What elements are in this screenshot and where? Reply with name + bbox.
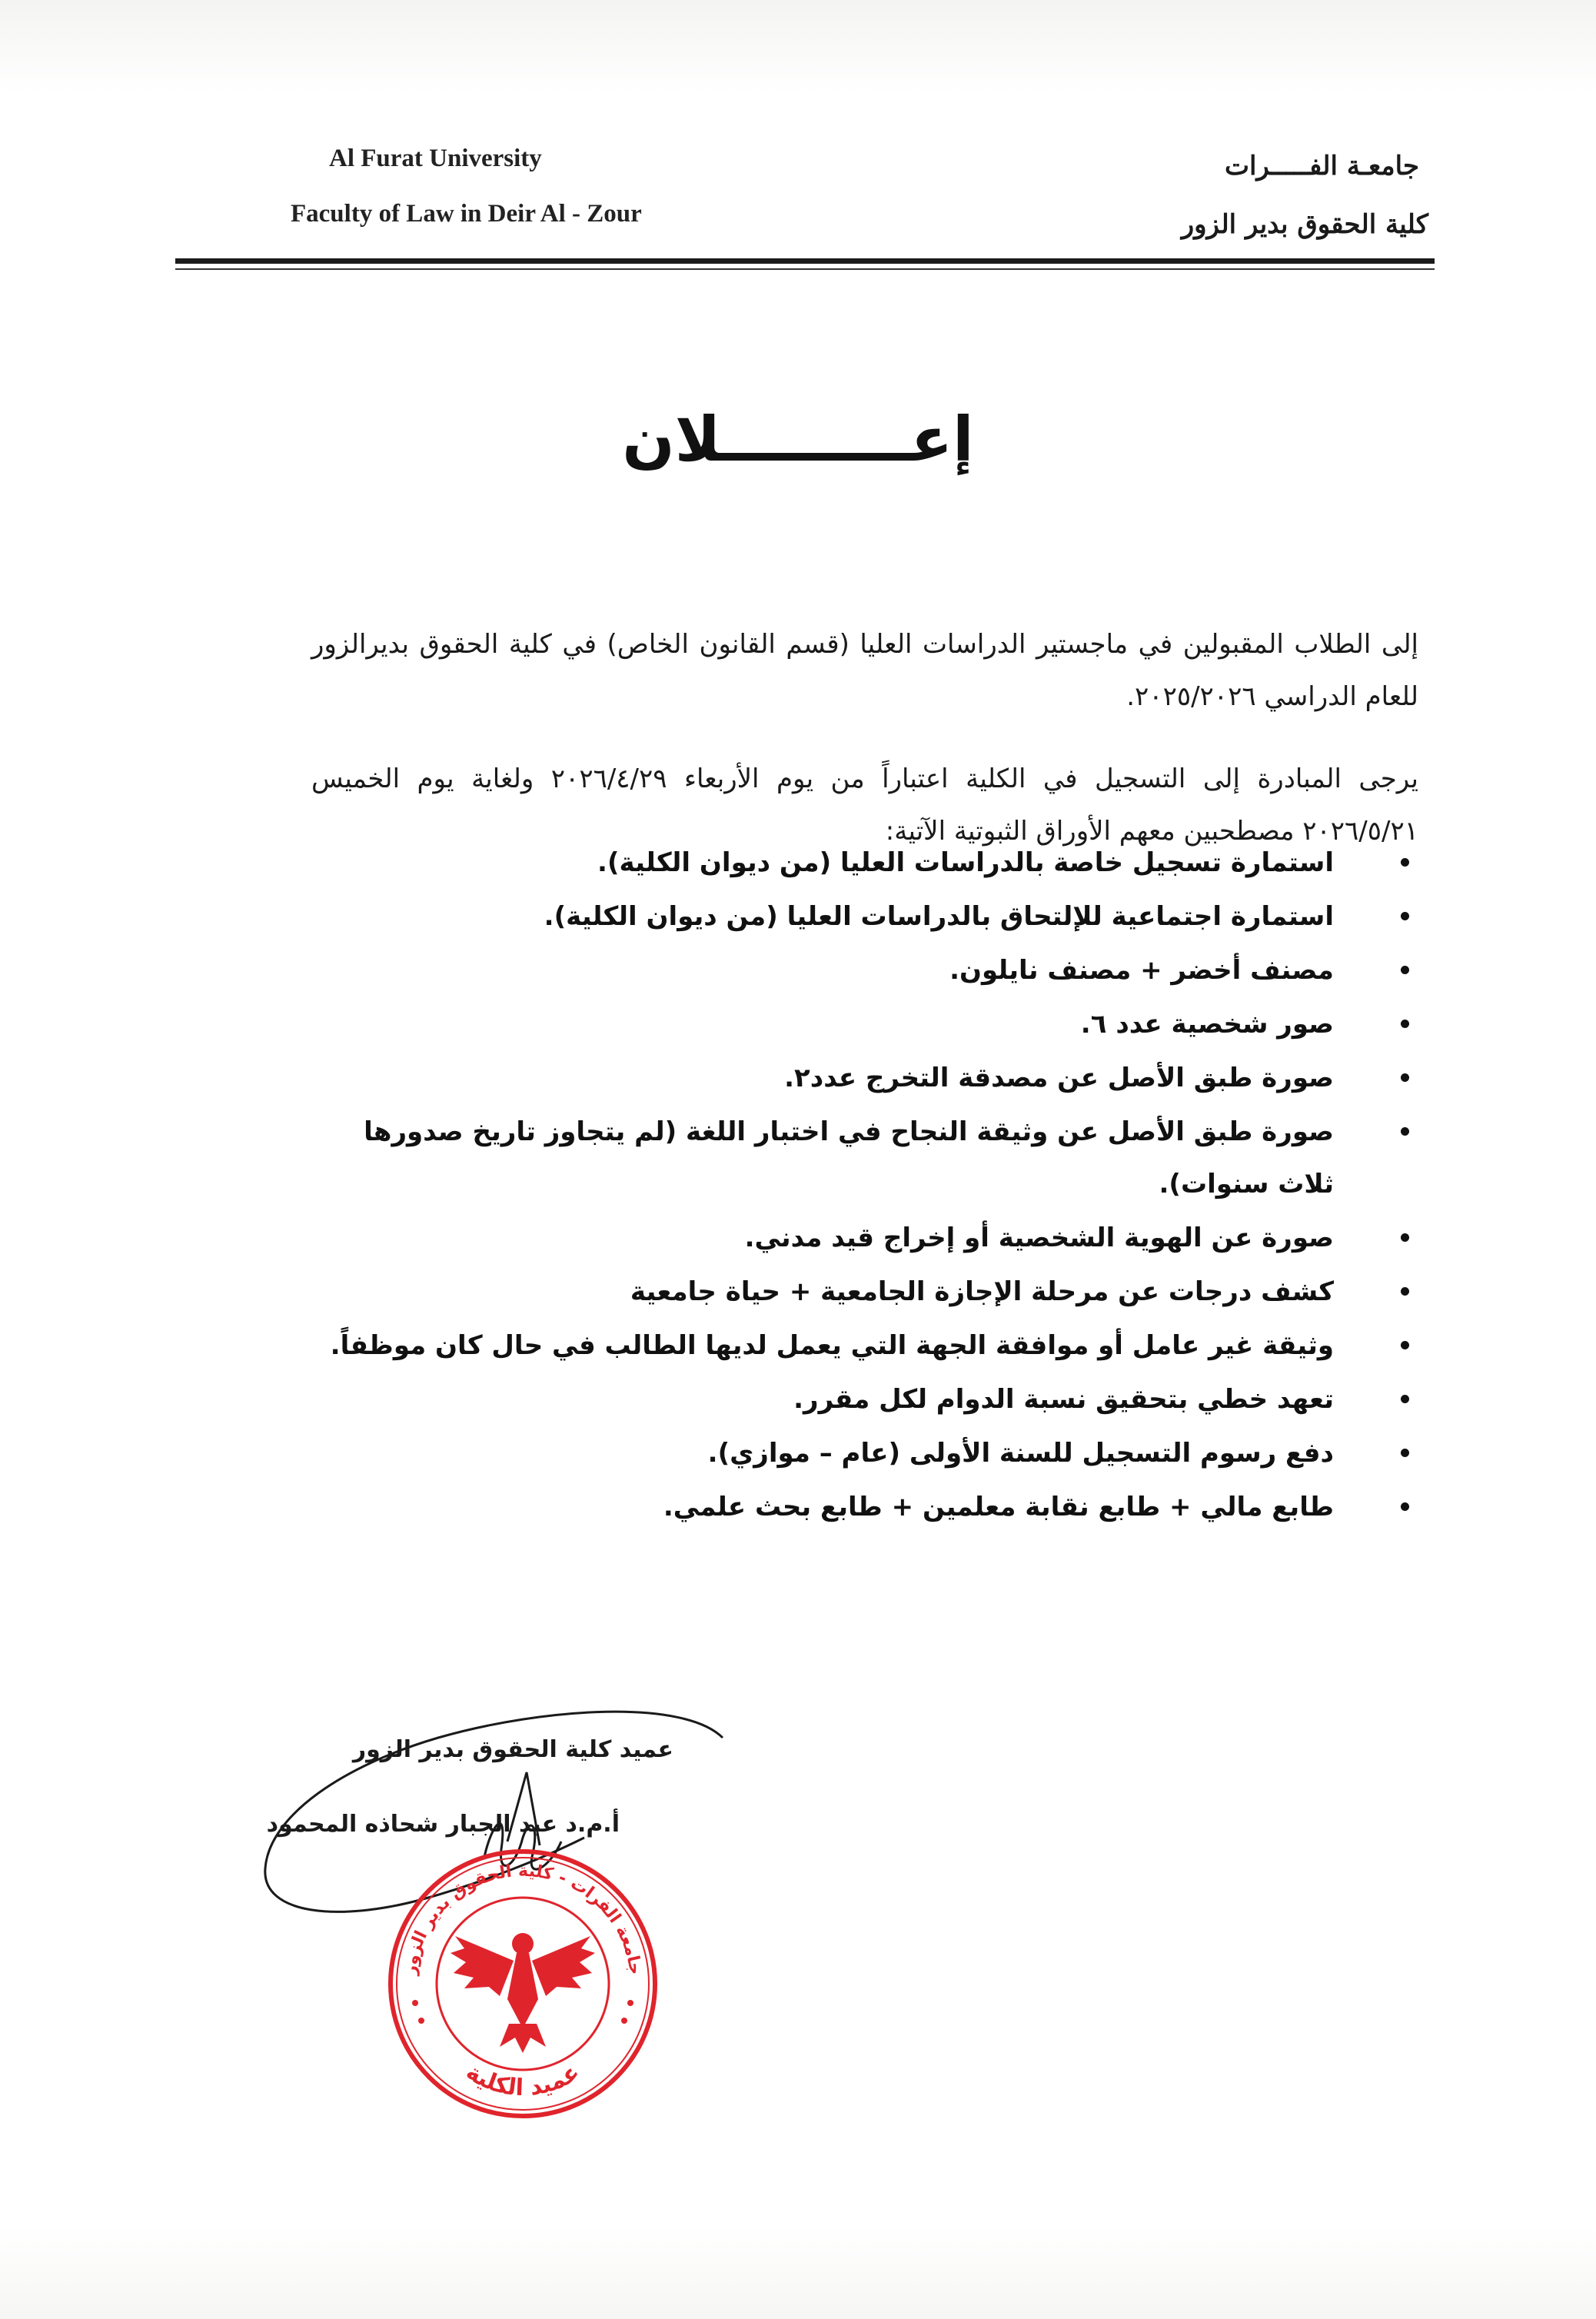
bullet-icon [1401, 1502, 1409, 1511]
list-item-text: كشف درجات عن مرحلة الإجازة الجامعية + حياة جامعية [630, 1276, 1334, 1307]
stamp-ring-text-path: جامعة الفرات - كلية الحقوق بدير الزور [401, 1861, 645, 1976]
list-item-text: صورة طبق الأصل عن وثيقة النجاح في اختبار اللغة (لم يتجاوز تاريخ صدورها ثلاث سنوات). [364, 1116, 1334, 1199]
list-item [311, 998, 1418, 1050]
list-item-text: دفع رسوم التسجيل للسنة الأولى (عام – موازي). [707, 1438, 1334, 1469]
list-item-text: صورة عن الهوية الشخصية أو إخراج قيد مدني. [744, 1223, 1334, 1253]
bullet-icon [1401, 1341, 1409, 1349]
stamp-bottom-text-path: عميد الكلية [461, 2058, 585, 2102]
list-item [311, 1212, 1418, 1264]
official-stamp-icon [384, 1845, 661, 2122]
header-divider-thin [175, 268, 1435, 270]
bullet-icon [1401, 1449, 1409, 1457]
dean-title: عميد كلية الحقوق بدير الزور [352, 1736, 673, 1763]
list-item-text: استمارة اجتماعية للإلتحاق بالدراسات العليا (من ديوان الكلية). [544, 901, 1334, 932]
list-item [311, 1481, 1418, 1533]
list-item [311, 1319, 1418, 1372]
announcement-title: إعـــــــــلان [622, 404, 974, 475]
dean-name: أ.م.د عبد الجبار شحاذه المحمود [266, 1811, 620, 1838]
list-item [311, 1052, 1418, 1104]
bullet-icon [1401, 1395, 1409, 1403]
list-item [311, 1266, 1418, 1318]
faculty-name-en: Faculty of Law in Deir Al - Zour [291, 200, 642, 228]
faculty-name-ar: كلية الحقوق بدير الزور [1181, 209, 1428, 240]
intro-paragraph: إلى الطلاب المقبولين في ماجستير الدراسات العليا (قسم القانون الخاص) في كلية الحقوق بديرالزور للعام الدراسي ٢٠٢٥/٢٠٢٦. [311, 629, 1418, 712]
list-item-text: صورة طبق الأصل عن مصدقة التخرج عدد٢. [784, 1063, 1334, 1093]
list-item-text: طابع مالي + طابع نقابة معلمين + طابع بحث علمي. [663, 1492, 1334, 1522]
list-item [311, 890, 1418, 943]
stamp-bottom-text [461, 2058, 584, 2101]
university-name-ar: جامعـة الفـــــرات [1224, 151, 1419, 181]
bullet-icon [1401, 1233, 1409, 1242]
documents-list [311, 837, 1418, 1535]
list-item [311, 1373, 1418, 1426]
eagle-emblem-icon [451, 1933, 595, 2053]
bullet-icon [1401, 1287, 1409, 1296]
list-item-text: تعهد خطي بتحقيق نسبة الدوام لكل مقرر. [793, 1384, 1334, 1415]
list-item [311, 1427, 1418, 1479]
header-divider-thick [175, 258, 1435, 264]
bullet-icon [1401, 966, 1409, 974]
bullet-icon [1401, 858, 1409, 867]
bullet-icon [1401, 1127, 1409, 1136]
bullet-icon [1401, 912, 1409, 920]
list-item-text: مصنف أخضر + مصنف نايلون. [949, 955, 1334, 986]
request-paragraph: يرجى المبادرة إلى التسجيل في الكلية اعتباراً من يوم الأربعاء ٢٠٢٦/٤/٢٩ ولغاية يوم الخميس ٢٠٢٦/٥/٢١ مصطحبين معهم الأوراق الثبوتية الآتية: [311, 764, 1418, 847]
list-item-text: استمارة تسجيل خاصة بالدراسات العليا (من ديوان الكلية). [597, 847, 1334, 878]
university-name-en: Al Furat University [329, 145, 542, 172]
list-item-text: وثيقة غير عامل أو موافقة الجهة التي يعمل لديها الطالب في حال كان موظفاً. [330, 1330, 1334, 1361]
bullet-icon [1401, 1073, 1409, 1082]
list-item [311, 944, 1418, 996]
list-item-text: صور شخصية عدد ٦. [1080, 1009, 1334, 1040]
list-item [311, 837, 1418, 889]
list-item [311, 1106, 1418, 1210]
bullet-icon [1401, 1020, 1409, 1028]
